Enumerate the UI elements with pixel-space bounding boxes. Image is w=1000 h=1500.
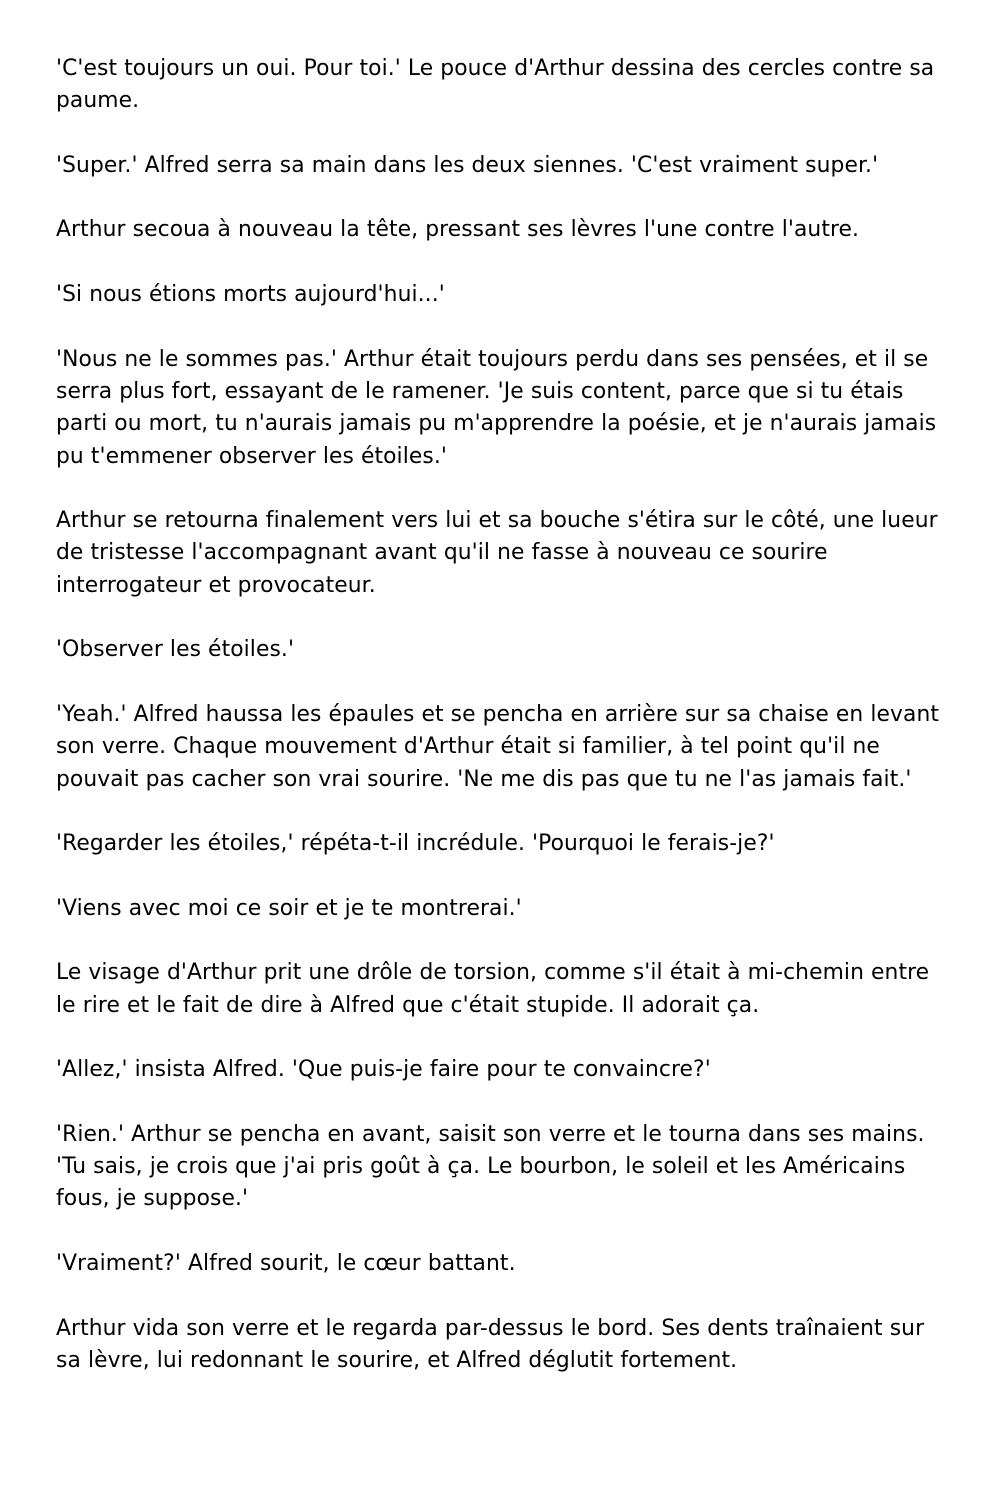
- paragraph: Arthur secoua à nouveau la tête, pressant ses lèvres l'une contre l'autre.: [56, 217, 860, 243]
- paragraph: 'Allez,' insista Alfred. 'Que puis-je faire pour te convaincre?': [56, 1057, 711, 1083]
- paragraph: 'Regarder les étoiles,' répéta-t-il incrédule. 'Pourquoi le ferais-je?': [56, 831, 775, 857]
- paragraph: Le visage d'Arthur prit une drôle de torsion, comme s'il était à mi-chemin entre le rire et le fait de dire à Alfred que c'était stupide. Il adorait ça.: [56, 960, 930, 1018]
- paragraph: 'C'est toujours un oui. Pour toi.' Le pouce d'Arthur dessina des cercles contre sa paume.: [56, 56, 935, 114]
- paragraph: 'Super.' Alfred serra sa main dans les deux siennes. 'C'est vraiment super.': [56, 152, 879, 178]
- paragraph: 'Rien.' Arthur se pencha en avant, saisit son verre et le tourna dans ses mains. 'Tu sais, je crois que j'ai pris goût à ça. Le bourbon, le soleil et les Américains fous, je suppose.': [56, 1121, 925, 1212]
- paragraph: 'Viens avec moi ce soir et je te montrerai.': [56, 895, 522, 921]
- paragraph: Arthur vida son verre et le regarda par-dessus le bord. Ses dents traînaient sur sa lèvre, lui redonnant le sourire, et Alfred déglutit fortement.: [56, 1315, 925, 1373]
- paragraph: 'Nous ne le sommes pas.' Arthur était toujours perdu dans ses pensées, et il se serra plus fort, essayant de le ramener. 'Je suis content, parce que si tu étais parti ou mort, tu n'aurais jamais pu m'apprendre la poésie, et je n'aurais jamais pu t'emmener observer les étoiles.': [56, 346, 937, 469]
- paragraph: 'Vraiment?' Alfred sourit, le cœur battant.: [56, 1250, 516, 1276]
- paragraph: 'Observer les étoiles.': [56, 637, 295, 663]
- paragraph: Arthur se retourna finalement vers lui et sa bouche s'étira sur le côté, une lueur de tristesse l'accompagnant avant qu'il ne fasse à nouveau ce sourire interrogateur et provocateur.: [56, 508, 938, 598]
- paragraph: 'Yeah.' Alfred haussa les épaules et se pencha en arrière sur sa chaise en levant son verre. Chaque mouvement d'Arthur était si familier, à tel point qu'il ne pouvait pas cacher son vrai sourire. 'Ne me dis pas que tu ne l'as jamais fait.': [56, 701, 940, 792]
- paragraph: 'Si nous étions morts aujourd'hui...': [56, 282, 445, 308]
